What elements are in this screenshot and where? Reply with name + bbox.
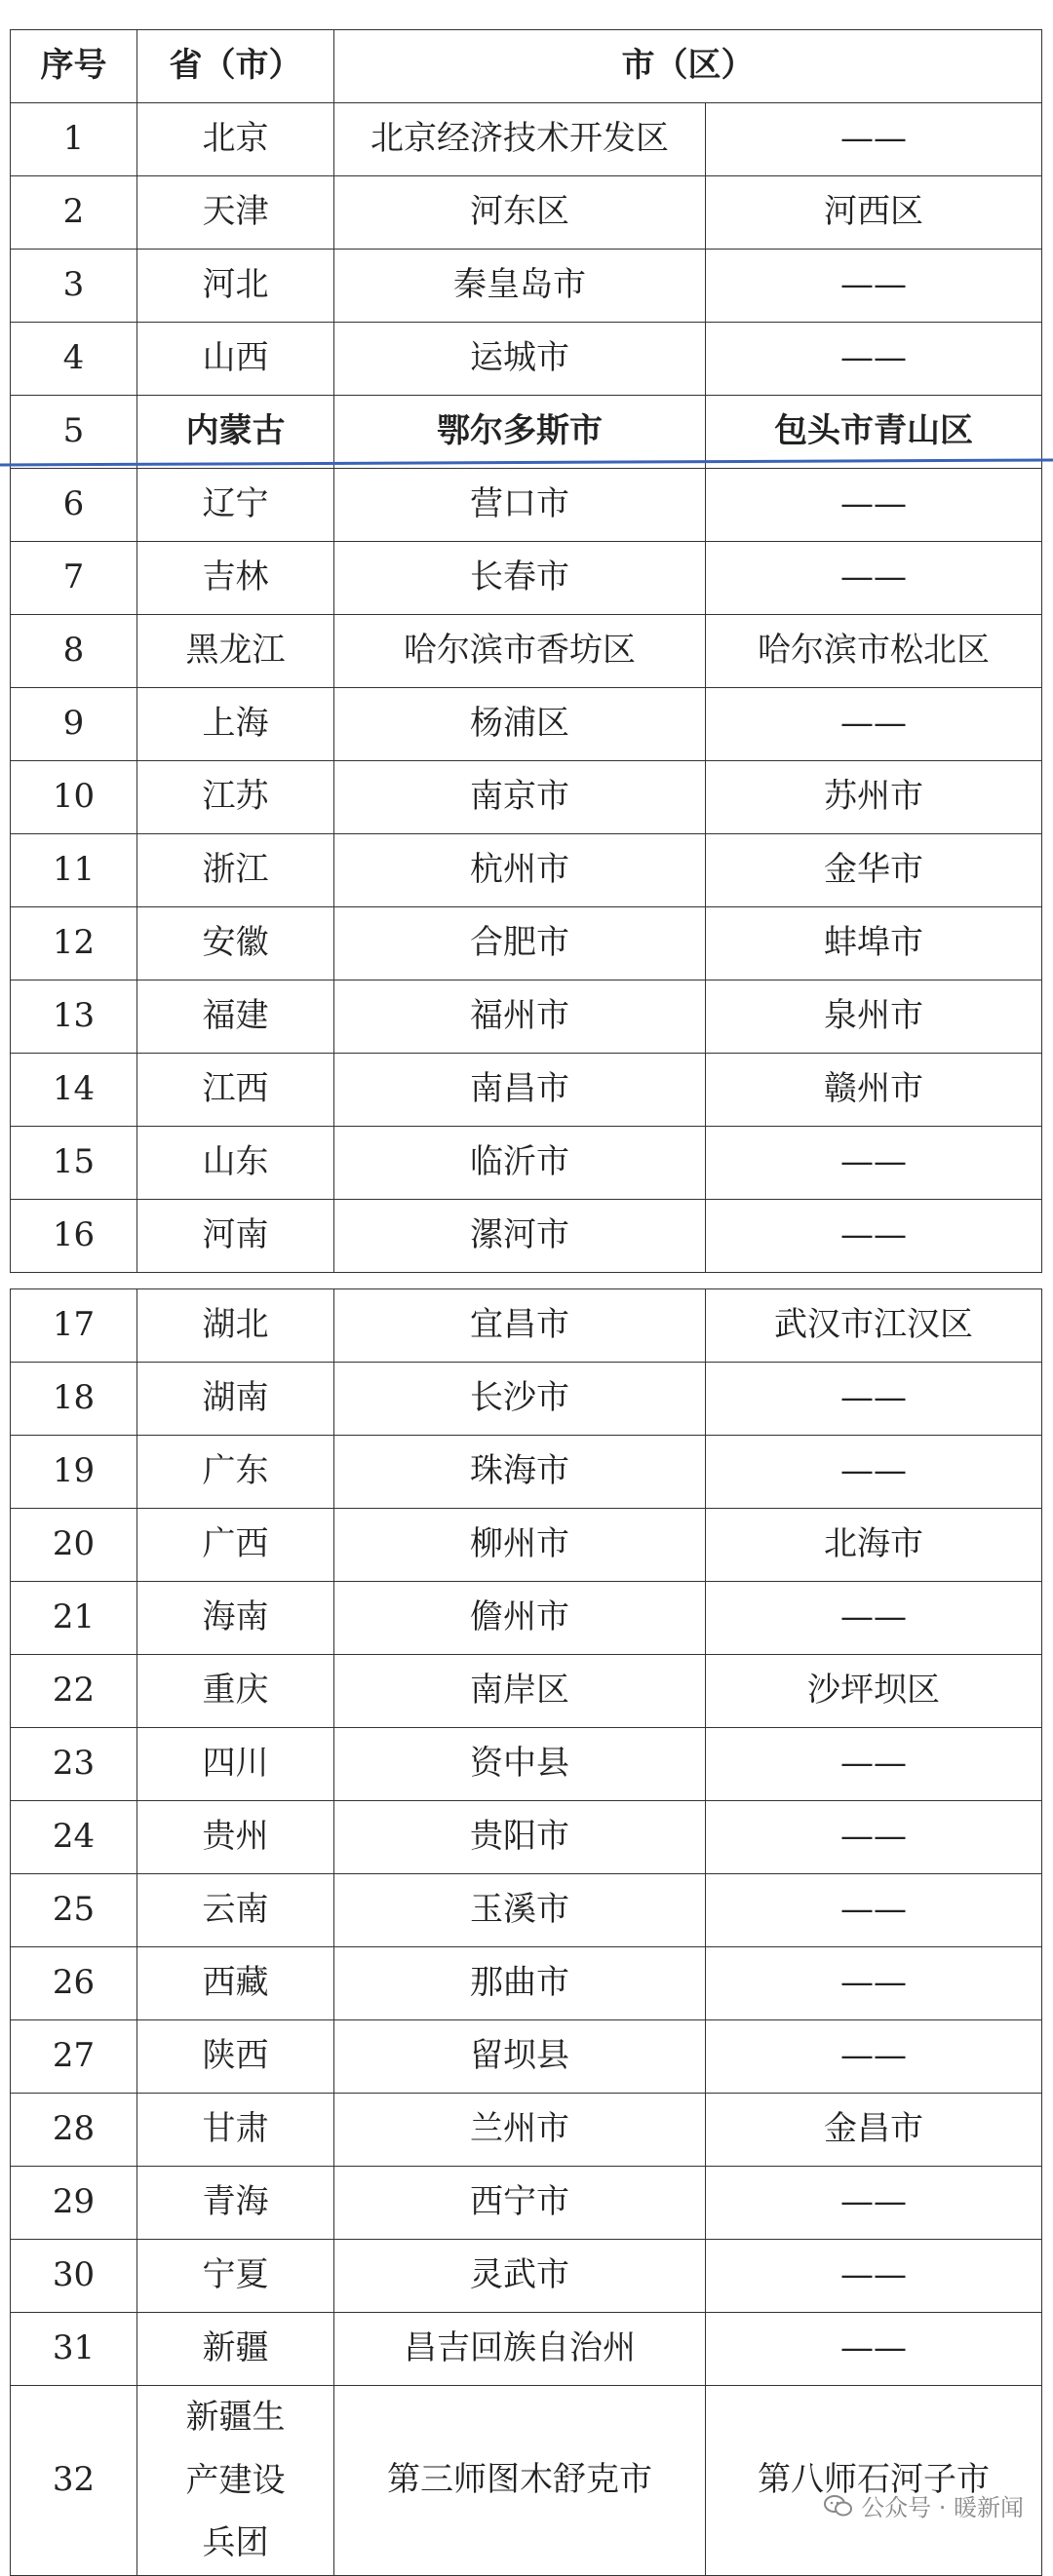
- cell-city-2: ——: [706, 469, 1042, 542]
- cell-province: 陕西: [137, 2020, 334, 2094]
- cell-city-1: 兰州市: [334, 2094, 706, 2167]
- table-row: [11, 103, 1042, 176]
- table-row: [11, 907, 1042, 980]
- cell-city-2: ——: [706, 250, 1042, 323]
- table-body-part1: [11, 103, 1042, 1273]
- cell-no: 1: [11, 103, 137, 176]
- cell-city-1: 杭州市: [334, 834, 706, 907]
- cell-city-1: 南岸区: [334, 1655, 706, 1728]
- cell-province: 黑龙江: [137, 615, 334, 688]
- table-row: [11, 1728, 1042, 1801]
- cell-province: 吉林: [137, 542, 334, 615]
- cell-no: 20: [11, 1509, 137, 1582]
- table-row: [11, 761, 1042, 834]
- cell-no: 21: [11, 1582, 137, 1655]
- table-row: [11, 1509, 1042, 1582]
- header-province: 省（市）: [137, 30, 334, 103]
- table-row: [11, 1363, 1042, 1436]
- city-table-part2: [10, 1288, 1042, 2576]
- cell-no: 19: [11, 1436, 137, 1509]
- table-row: [11, 176, 1042, 250]
- cell-city-2: ——: [706, 1582, 1042, 1655]
- table-row: [11, 469, 1042, 542]
- cell-city-2: ——: [706, 2020, 1042, 2094]
- cell-province: 福建: [137, 980, 334, 1054]
- cell-no: 7: [11, 542, 137, 615]
- cell-city-2: 北海市: [706, 1509, 1042, 1582]
- cell-province: 河南: [137, 1200, 334, 1273]
- cell-province: 新疆生产建设兵团: [137, 2386, 334, 2576]
- cell-city-1: 漯河市: [334, 1200, 706, 1273]
- cell-city-1: 长春市: [334, 542, 706, 615]
- cell-province: 山西: [137, 323, 334, 396]
- cell-province: 云南: [137, 1874, 334, 1947]
- cell-city-2: 包头市青山区: [706, 396, 1042, 469]
- cell-city-1: 那曲市: [334, 1947, 706, 2020]
- cell-city-1: 北京经济技术开发区: [334, 103, 706, 176]
- cell-city-1: 合肥市: [334, 907, 706, 980]
- table-row: [11, 542, 1042, 615]
- cell-province: 湖南: [137, 1363, 334, 1436]
- cell-city-1: 哈尔滨市香坊区: [334, 615, 706, 688]
- cell-no: 9: [11, 688, 137, 761]
- cell-city-1: 临沂市: [334, 1127, 706, 1200]
- cell-city-2: 金华市: [706, 834, 1042, 907]
- cell-city-2: 沙坪坝区: [706, 1655, 1042, 1728]
- cell-no: 2: [11, 176, 137, 250]
- cell-city-1: 柳州市: [334, 1509, 706, 1582]
- table-row: [11, 2386, 1042, 2576]
- cell-city-2: ——: [706, 1127, 1042, 1200]
- cell-city-1: 杨浦区: [334, 688, 706, 761]
- cell-city-2: 河西区: [706, 176, 1042, 250]
- cell-province: 四川: [137, 1728, 334, 1801]
- cell-city-2: ——: [706, 1947, 1042, 2020]
- cell-province: 湖北: [137, 1289, 334, 1363]
- cell-city-1: 玉溪市: [334, 1874, 706, 1947]
- table-row: [11, 1874, 1042, 1947]
- cell-city-1: 营口市: [334, 469, 706, 542]
- cell-city-2: 泉州市: [706, 980, 1042, 1054]
- table-row: [11, 1582, 1042, 1655]
- cell-city-1: 宜昌市: [334, 1289, 706, 1363]
- cell-province: 河北: [137, 250, 334, 323]
- cell-province: 青海: [137, 2167, 334, 2240]
- cell-city-1: 儋州市: [334, 1582, 706, 1655]
- cell-city-1: 秦皇岛市: [334, 250, 706, 323]
- cell-city-2: ——: [706, 1874, 1042, 1947]
- cell-no: 10: [11, 761, 137, 834]
- table-row: [11, 250, 1042, 323]
- cell-province: 天津: [137, 176, 334, 250]
- table-row: [11, 1127, 1042, 1200]
- cell-no: 24: [11, 1801, 137, 1874]
- cell-province: 江苏: [137, 761, 334, 834]
- cell-province: 西藏: [137, 1947, 334, 2020]
- cell-city-1: 运城市: [334, 323, 706, 396]
- cell-city-2: ——: [706, 103, 1042, 176]
- table-row: [11, 2020, 1042, 2094]
- table-row: [11, 2167, 1042, 2240]
- cell-province: 贵州: [137, 1801, 334, 1874]
- cell-no: 16: [11, 1200, 137, 1273]
- cell-province: 北京: [137, 103, 334, 176]
- cell-city-1: 留坝县: [334, 2020, 706, 2094]
- table-row: [11, 1289, 1042, 1363]
- cell-city-2: ——: [706, 2313, 1042, 2386]
- cell-city-2: ——: [706, 2167, 1042, 2240]
- cell-city-1: 灵武市: [334, 2240, 706, 2313]
- cell-province: 广东: [137, 1436, 334, 1509]
- city-table-part1: [10, 29, 1042, 1273]
- cell-no: 25: [11, 1874, 137, 1947]
- cell-city-1: 长沙市: [334, 1363, 706, 1436]
- table-row: [11, 1655, 1042, 1728]
- cell-no: 32: [11, 2386, 137, 2576]
- cell-city-2: ——: [706, 1436, 1042, 1509]
- watermark-text: 公众号 · 暖新闻: [861, 2494, 1024, 2521]
- table-body-part2: [11, 1289, 1042, 2576]
- cell-city-2: ——: [706, 1200, 1042, 1273]
- table-row: [11, 615, 1042, 688]
- cell-city-2: ——: [706, 2240, 1042, 2313]
- cell-province: 重庆: [137, 1655, 334, 1728]
- cell-city-2: 哈尔滨市松北区: [706, 615, 1042, 688]
- cell-city-2: ——: [706, 688, 1042, 761]
- cell-province: 浙江: [137, 834, 334, 907]
- cell-no: 30: [11, 2240, 137, 2313]
- cell-province: 宁夏: [137, 2240, 334, 2313]
- cell-no: 12: [11, 907, 137, 980]
- cell-city-1: 资中县: [334, 1728, 706, 1801]
- cell-city-1: 鄂尔多斯市: [334, 396, 706, 469]
- table-row: [11, 1200, 1042, 1273]
- table-row: [11, 2094, 1042, 2167]
- cell-city-1: 贵阳市: [334, 1801, 706, 1874]
- table-header-row: [11, 30, 1042, 103]
- table-row: [11, 834, 1042, 907]
- cell-no: 8: [11, 615, 137, 688]
- cell-city-2: 金昌市: [706, 2094, 1042, 2167]
- cell-no: 13: [11, 980, 137, 1054]
- cell-province: 上海: [137, 688, 334, 761]
- cell-no: 3: [11, 250, 137, 323]
- cell-province: 内蒙古: [137, 396, 334, 469]
- cell-no: 23: [11, 1728, 137, 1801]
- cell-city-2: 武汉市江汉区: [706, 1289, 1042, 1363]
- table-row: [11, 1054, 1042, 1127]
- cell-no: 29: [11, 2167, 137, 2240]
- cell-city-2: ——: [706, 1728, 1042, 1801]
- cell-city-1: 西宁市: [334, 2167, 706, 2240]
- table-row: [11, 688, 1042, 761]
- cell-no: 14: [11, 1054, 137, 1127]
- cell-no: 17: [11, 1289, 137, 1363]
- cell-city-2: 苏州市: [706, 761, 1042, 834]
- cell-no: 5: [11, 396, 137, 469]
- cell-city-2: 第八师石河子市: [706, 2386, 1042, 2576]
- table-row: [11, 323, 1042, 396]
- cell-city-1: 珠海市: [334, 1436, 706, 1509]
- cell-no: 15: [11, 1127, 137, 1200]
- cell-no: 22: [11, 1655, 137, 1728]
- cell-province: 海南: [137, 1582, 334, 1655]
- cell-city-2: ——: [706, 1801, 1042, 1874]
- cell-province: 安徽: [137, 907, 334, 980]
- cell-province: 新疆: [137, 2313, 334, 2386]
- cell-no: 28: [11, 2094, 137, 2167]
- cell-province: 广西: [137, 1509, 334, 1582]
- cell-no: 6: [11, 469, 137, 542]
- wechat-icon: [824, 2494, 853, 2518]
- cell-city-1: 河东区: [334, 176, 706, 250]
- table-row: [11, 1947, 1042, 2020]
- watermark: [824, 2488, 1024, 2522]
- cell-city-1: 南京市: [334, 761, 706, 834]
- table-row: [11, 2240, 1042, 2313]
- cell-province: 甘肃: [137, 2094, 334, 2167]
- cell-city-2: 赣州市: [706, 1054, 1042, 1127]
- cell-no: 27: [11, 2020, 137, 2094]
- cell-province: 山东: [137, 1127, 334, 1200]
- cell-no: 26: [11, 1947, 137, 2020]
- cell-city-1: 第三师图木舒克市: [334, 2386, 706, 2576]
- table-row: [11, 1801, 1042, 1874]
- table-row: [11, 396, 1042, 469]
- cell-city-1: 南昌市: [334, 1054, 706, 1127]
- cell-city-1: 昌吉回族自治州: [334, 2313, 706, 2386]
- cell-no: 31: [11, 2313, 137, 2386]
- table-row: [11, 1436, 1042, 1509]
- cell-city-2: 蚌埠市: [706, 907, 1042, 980]
- cell-no: 11: [11, 834, 137, 907]
- cell-province: 辽宁: [137, 469, 334, 542]
- header-no: 序号: [11, 30, 137, 103]
- header-city: 市（区）: [334, 30, 1042, 103]
- cell-city-2: ——: [706, 542, 1042, 615]
- cell-city-2: ——: [706, 1363, 1042, 1436]
- cell-no: 18: [11, 1363, 137, 1436]
- cell-no: 4: [11, 323, 137, 396]
- cell-city-2: ——: [706, 323, 1042, 396]
- cell-city-1: 福州市: [334, 980, 706, 1054]
- cell-province: 江西: [137, 1054, 334, 1127]
- table-row: [11, 2313, 1042, 2386]
- table-row: [11, 980, 1042, 1054]
